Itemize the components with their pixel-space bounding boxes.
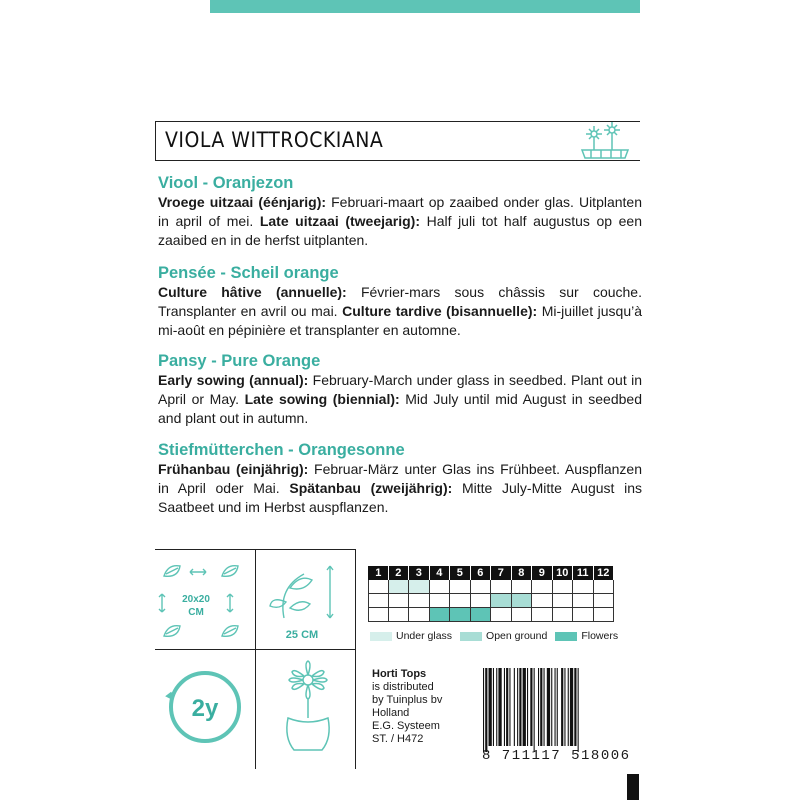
calendar-cell — [553, 594, 574, 608]
barcode-bar — [564, 668, 565, 746]
calendar-cell — [368, 608, 389, 622]
section-text: Frühanbau (einjährig): Februar-März unter Glas ins Frühbeet. Auspflanzen in April oder Mai. Spätanbau (zweijährig): Mitte July-Mitte August ins Saatbeet und im Herbst auspflanzen. — [158, 461, 642, 515]
barcode-number: 8 711117 518006 — [482, 748, 631, 764]
barcode-bar — [578, 668, 579, 752]
month-6: 6 — [471, 566, 492, 580]
barcode-bar — [551, 668, 552, 746]
barcode-bar — [485, 668, 487, 752]
legend-item — [460, 630, 547, 642]
legend-label: Under glass — [396, 630, 453, 642]
legend-item — [370, 630, 452, 642]
section-heading: Stiefmütterchen - Orangesonne — [158, 441, 405, 459]
calendar-cell — [450, 580, 471, 594]
calendar-cell — [430, 594, 451, 608]
month-11: 11 — [573, 566, 594, 580]
distributor-line: E.G. Systeem — [372, 720, 440, 732]
calendar-row — [368, 580, 614, 594]
barcode-bar — [530, 668, 532, 746]
calendar-cell — [471, 608, 492, 622]
barcode-bar — [568, 668, 569, 746]
calendar-cell — [471, 580, 492, 594]
calendar-cell — [512, 580, 533, 594]
month-3: 3 — [409, 566, 430, 580]
legend-swatch — [460, 632, 482, 641]
month-7: 7 — [491, 566, 512, 580]
section-german — [158, 441, 642, 517]
barcode-bar — [517, 668, 518, 746]
seedling-tray-icon — [576, 120, 634, 164]
calendar-cell — [389, 608, 410, 622]
legend-label: Open ground — [486, 630, 548, 642]
distributor-line: is distributed — [372, 681, 434, 693]
month-4: 4 — [430, 566, 451, 580]
section-heading: Pensée - Scheil orange — [158, 264, 339, 282]
calendar-legend — [370, 630, 626, 642]
barcode-bar — [489, 668, 492, 746]
calendar-cell — [450, 594, 471, 608]
barcode-bar — [540, 668, 542, 746]
calendar-cell — [573, 594, 594, 608]
calendar-cell — [368, 594, 389, 608]
calendar-cell — [430, 608, 451, 622]
plant-height-icon — [262, 560, 352, 644]
barcode-bar — [544, 668, 545, 746]
calendar-cell — [532, 594, 553, 608]
legend-item — [555, 630, 618, 642]
calendar-cell — [409, 608, 430, 622]
barcode-bar — [504, 668, 505, 746]
divider — [355, 549, 356, 769]
calendar-cell — [532, 580, 553, 594]
section-english — [158, 352, 642, 428]
barcode-bar — [555, 668, 556, 746]
legend-swatch — [555, 632, 577, 641]
calendar-cell — [512, 594, 533, 608]
top-color-bar — [210, 0, 640, 13]
calendar-cell — [573, 580, 594, 594]
spacing-label: 20x20 — [182, 594, 210, 605]
spacing-unit: CM — [188, 607, 204, 618]
spacing-icon — [158, 560, 252, 644]
calendar-cell — [409, 594, 430, 608]
barcode-bar — [570, 668, 573, 746]
product-title: VIOLA WITTROCKIANA — [165, 128, 384, 152]
calendar-cell — [532, 608, 553, 622]
distributor-line: by Tuinplus bv — [372, 694, 443, 706]
calendar-row — [368, 594, 614, 608]
barcode-bar — [538, 668, 539, 746]
calendar-row — [368, 608, 614, 622]
barcode-bar — [534, 668, 535, 752]
barcode-bar — [498, 668, 501, 746]
distributor-info — [372, 668, 467, 746]
calendar-cell — [594, 608, 615, 622]
barcode-bar — [506, 668, 508, 746]
flower-pot-icon — [268, 660, 348, 760]
calendar-cell — [409, 580, 430, 594]
month-8: 8 — [512, 566, 533, 580]
calendar-cell — [491, 608, 512, 622]
barcode-bar — [561, 668, 563, 746]
barcode-bar — [557, 668, 558, 746]
calendar-cell — [594, 580, 615, 594]
section-french — [158, 264, 642, 340]
barcode-bar — [483, 668, 484, 752]
barcode-bar — [519, 668, 521, 746]
month-12: 12 — [594, 566, 615, 580]
calendar-cell — [491, 580, 512, 594]
section-dutch — [158, 174, 642, 250]
month-1: 1 — [368, 566, 389, 580]
month-5: 5 — [450, 566, 471, 580]
legend-swatch — [370, 632, 392, 641]
barcode-bar — [509, 668, 510, 746]
barcode-bar — [547, 668, 550, 746]
barcode-bar — [527, 668, 528, 746]
distributor-line: Holland — [372, 707, 410, 719]
height-label: 25 CM — [285, 629, 319, 641]
distributor-line: ST. / H472 — [372, 733, 424, 745]
calendar-cell — [491, 594, 512, 608]
calendar-cell — [368, 580, 389, 594]
calendar-cell — [430, 580, 451, 594]
calendar-grid — [368, 580, 614, 622]
barcode-bar — [574, 668, 576, 746]
calendar-cell — [471, 594, 492, 608]
calendar-months — [368, 566, 614, 580]
calendar-cell — [389, 580, 410, 594]
calendar-cell — [512, 608, 533, 622]
barcode-bar — [523, 668, 526, 746]
calendar-cell — [553, 580, 574, 594]
brand-name: Horti Tops — [372, 668, 427, 680]
section-text: Early sowing (annual): February-March under glass in seedbed. Plant out in April or May. Late sowing (biennial): Mid July until mid August in seedbed and plant out in autumn. — [158, 372, 642, 426]
month-2: 2 — [389, 566, 410, 580]
month-9: 9 — [532, 566, 553, 580]
sowing-calendar — [368, 566, 614, 622]
legend-label: Flowers — [581, 630, 619, 642]
calendar-cell — [389, 594, 410, 608]
calendar-cell — [553, 608, 574, 622]
calendar-cell — [573, 608, 594, 622]
calendar-cell — [594, 594, 615, 608]
barcode-bar — [496, 668, 497, 746]
month-10: 10 — [553, 566, 574, 580]
section-text: Culture hâtive (annuelle): Février-mars sous châssis sur couche. Transplanter en avril ou mai. Culture tardive (bisannuelle): Mi-juillet jusqu’à mi-août en pépinière et transplanter en automne. — [158, 284, 643, 338]
barcode-bar — [493, 668, 494, 746]
barcode-bar — [514, 668, 515, 746]
cut-mark — [627, 774, 639, 800]
calendar-cell — [450, 608, 471, 622]
life-cycle-label: 2y — [191, 695, 219, 722]
section-heading: Viool - Oranjezon — [158, 174, 294, 192]
biennial-icon — [160, 662, 250, 752]
divider — [255, 549, 256, 769]
section-heading: Pansy - Pure Orange — [158, 352, 321, 370]
section-text: Vroege uitzaai (éénjarig): Februari-maart op zaaibed onder glas. Uitplanten in april of mei. Late uitzaai (tweejarig): Half juli tot half augustus op een zaaibed en in de herfst uitplanten. — [158, 194, 642, 248]
